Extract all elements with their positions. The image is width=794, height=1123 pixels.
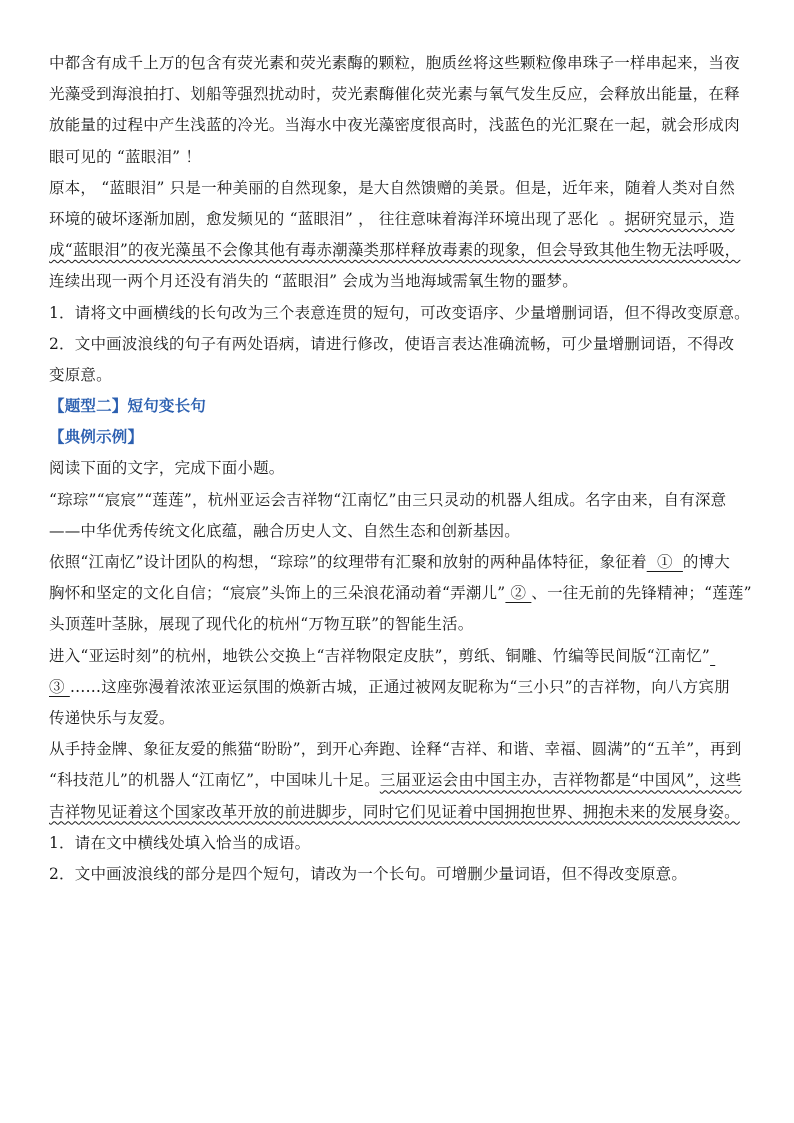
passage2-text: 的博大 (682, 553, 731, 571)
passage1-line (49, 204, 759, 235)
blank-1: ① (646, 553, 683, 571)
passage2-line (49, 672, 759, 703)
passage2-intro (49, 453, 759, 484)
blank-3-start (710, 647, 715, 665)
passage1-text: 环境的破坏逐渐加剧，愈发频见的 “蓝眼泪” ， 往往意味着海洋环境出现了恶化 (49, 209, 599, 228)
passage2-text: “琮琮”“宸宸”“莲莲”，杭州亚运会吉祥物“江南忆”由三只灵动的机器人组成。名字由来，自有深意 (49, 490, 727, 509)
passage1-text: 。 (598, 209, 625, 228)
passage1-line (49, 48, 759, 79)
passage1-line (49, 110, 759, 141)
question-1 (49, 828, 759, 859)
passage2-line (49, 485, 759, 516)
passage2-line (49, 516, 759, 547)
section-heading-example: 【典例示例】 (49, 428, 144, 447)
question-1 (49, 298, 759, 329)
passage1-line (49, 79, 759, 110)
passage2-text: 头顶莲叶茎脉，展现了现代化的杭州“万物互联”的智能生活。 (49, 615, 474, 634)
section-heading-type2: 【题型二】短句变长句 (49, 397, 207, 416)
passage1-line (49, 235, 759, 266)
passage2-text: ——中华优秀传统文化底蕴，融合历史人文、自然生态和创新基因。 (49, 521, 521, 540)
passage1-text: 中都含有成千上万的包含有荧光素和荧光素酶的颗粒，胞质丝将这些颗粒像串珠子一样串起来，当夜 (49, 54, 740, 72)
passage2-text: 依照“江南忆”设计团队的构想，“琮琮”的纹理带有汇聚和放射的两种晶体特征，象征着 (49, 553, 647, 571)
passage2-text: 从手持金牌、象征友爱的熊猫“盼盼”，到开心奔跑、诠释“吉祥、和谐、幸福、圆满”的“五羊”，再到 (49, 740, 742, 759)
passage2-line (49, 641, 759, 672)
passage2-line (49, 797, 759, 828)
passage1-text: 放能量的过程中产生浅蓝的冷光。当海水中夜光藻密度很高时，浅蓝色的光汇聚在一起，就会形成肉 (49, 116, 740, 135)
passage2-text: 、一往无前的先锋精神；“莲莲” (531, 584, 752, 603)
passage2-line (49, 578, 759, 609)
passage2-line (49, 547, 759, 578)
passage1-line (49, 142, 759, 173)
wavy-underlined-text: 三届亚运会由中国主办，吉祥物都是“中国风”，这些 (379, 771, 742, 790)
passage2-line (49, 609, 759, 640)
passage2-text: 进入“亚运时刻”的杭州，地铁公交换上“吉祥物限定皮肤”，剪纸、铜雕、竹编等民间版“江南忆” (49, 646, 711, 665)
document-page (49, 48, 759, 890)
passage2-line (49, 703, 759, 734)
question-text: 2．文中画波浪线的部分是四个短句，请改为一个长句。可增删少量词语，但不得改变原意。 (49, 864, 688, 883)
question-text: 2．文中画波浪线的句子有两处语病，请进行修改，使语言表达准确流畅，可少量增删词语，不得改 (49, 334, 735, 353)
question-2 (49, 329, 759, 360)
passage1-text: 眼可见的 “蓝眼泪” ！ (49, 147, 202, 166)
passage1-text: 连续出现一两个月还没有消失的 “蓝眼泪” 会成为当地海域需氧生物的噩梦。 (49, 272, 578, 291)
question-2-cont (49, 360, 759, 391)
passage1-text: 光藻受到海浪拍打、划船等强烈扰动时，荧光素酶催化荧光素与氧气发生反应，会释放出能量，在释 (49, 85, 740, 104)
passage2-text: 传递快乐与友爱。 (49, 708, 175, 727)
passage2-text: 胸怀和坚定的文化自信；“宸宸”头饰上的三朵浪花涌动着“弄潮儿” (49, 584, 506, 603)
passage1-line (49, 266, 759, 297)
question-text: 1．请在文中横线处填入恰当的成语。 (49, 833, 311, 852)
question-2 (49, 859, 759, 890)
passage2-line (49, 734, 759, 765)
question-text: 变原意。 (49, 365, 112, 384)
passage1-line (49, 173, 759, 204)
passage2-text: ……这座弥漫着浓浓亚运氛围的焕新古城，正通过被网友昵称为“三小只”的吉祥物，向八方宾朋 (69, 677, 730, 696)
passage1-text: 原本， “蓝眼泪” 只是一种美丽的自然现象，是大自然馈赠的美景。但是，近年来，随着人类对自然 (49, 178, 735, 197)
question-text: 1．请将文中画横线的长句改为三个表意连贯的短句，可改变语序、少量增删词语，但不得改变原意。 (49, 303, 750, 322)
passage2-line (49, 765, 759, 796)
wavy-underlined-text: 成“蓝眼泪”的夜光藻虽不会像其他有毒赤潮藻类那样释放毒素的现象，但会导致其他生物无法呼吸， (49, 241, 741, 260)
blank-2: ② (505, 584, 532, 603)
blank-3: ③ (49, 677, 70, 696)
passage2-text: “科技范儿”的机器人“江南忆”，中国味儿十足。 (49, 771, 380, 790)
wavy-underlined-text: 吉祥物见证着这个国家改革开放的前进脚步，同时它们见证着中国拥抱世界、拥抱未来的发展身姿。 (49, 802, 740, 821)
wavy-underlined-text: 据研究显示，造 (624, 209, 735, 228)
intro-text: 阅读下面的文字，完成下面小题。 (49, 459, 285, 478)
